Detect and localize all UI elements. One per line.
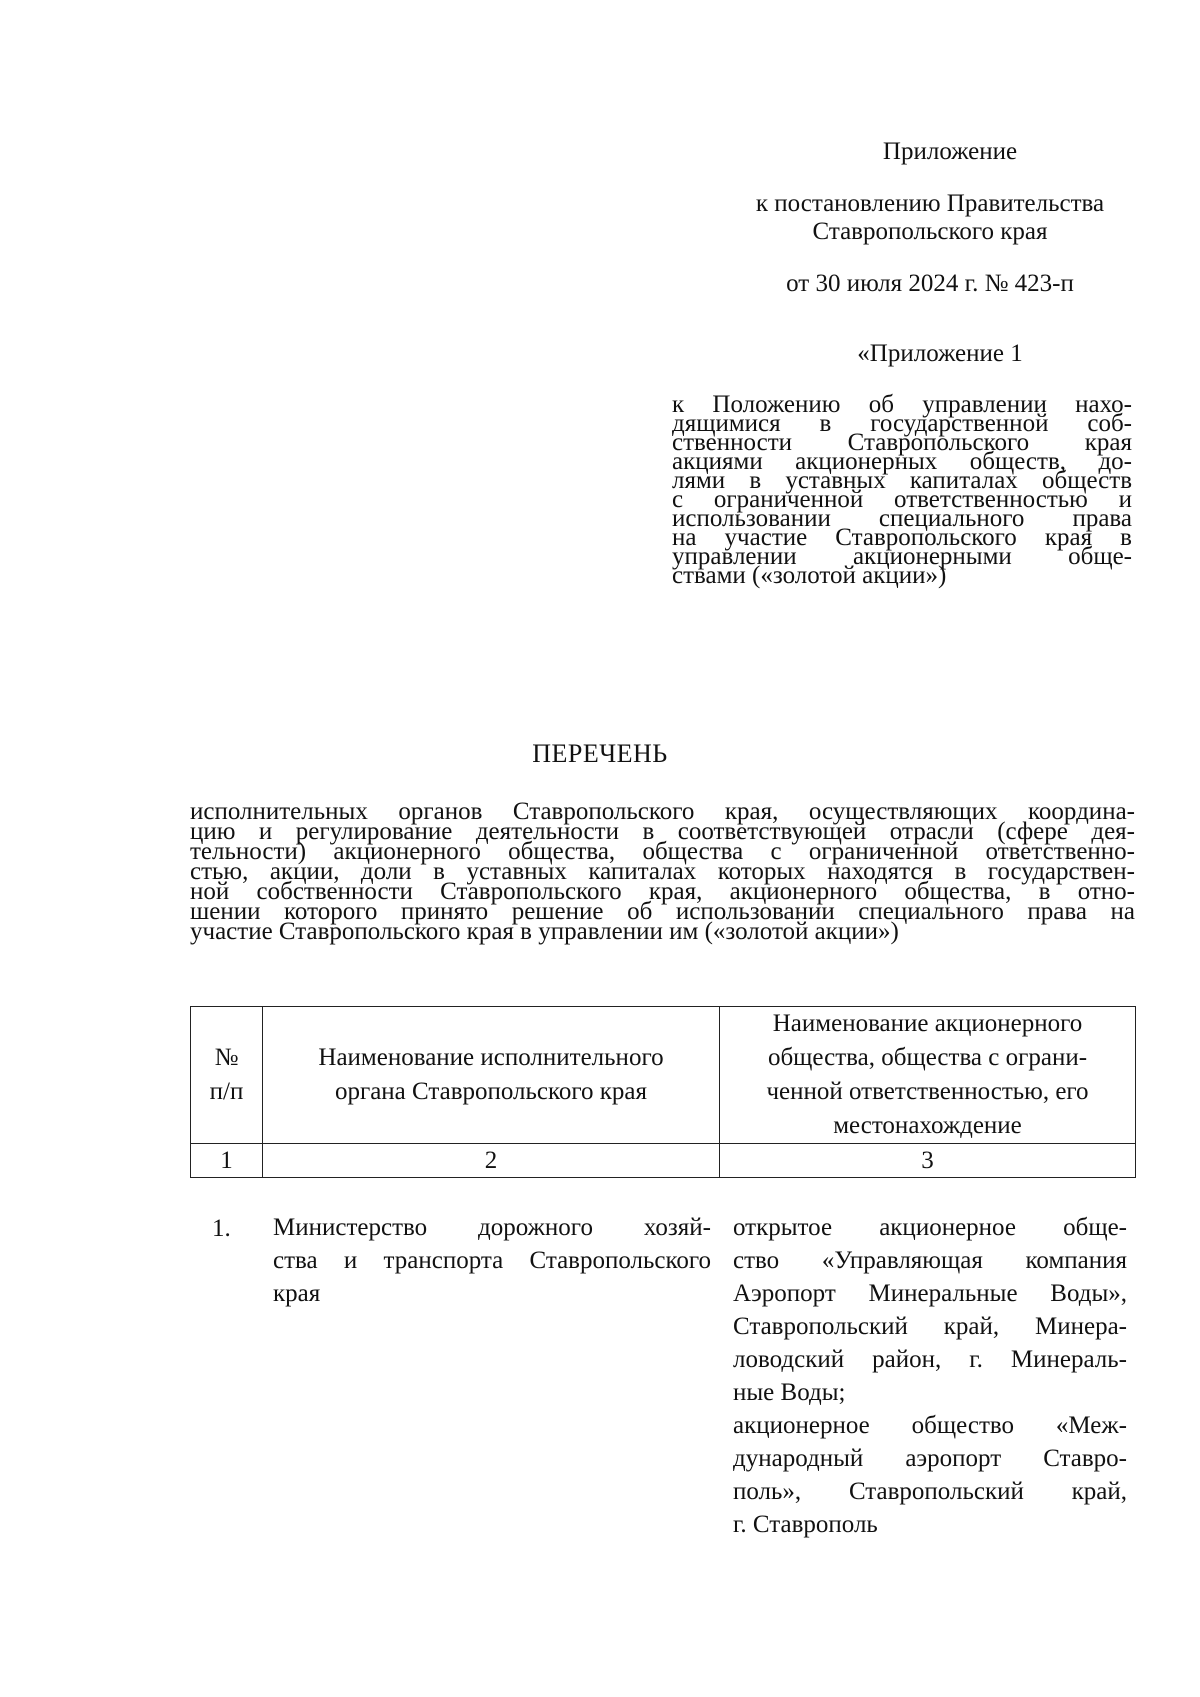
header-cell-line: Наименование акционерного: [772, 1010, 1083, 1037]
regulation-line: использовании специального права: [672, 505, 1132, 532]
list-table-header: [190, 1006, 1136, 1178]
header-cell-number: [191, 1007, 263, 1144]
header-cell-line: п/п: [209, 1078, 244, 1105]
header-cell-line: органа Ставропольского края: [334, 1078, 648, 1105]
decree-reference-line: Ставропольского края: [812, 218, 1048, 245]
subtitle-line: цию и регулирование деятельности в соответствующей отрасли (сфере дея-: [190, 818, 1135, 845]
company-line: ство «Управляющая компания: [733, 1247, 1127, 1274]
company-line: г. Ставрополь: [733, 1511, 878, 1538]
column-number-cell: 2: [263, 1144, 720, 1178]
header-cell-line: №: [214, 1044, 239, 1071]
appendix1-title: «Приложение 1: [857, 340, 1023, 367]
regulation-line: на участие Ставропольского края в: [672, 524, 1132, 551]
document-title: ПЕРЕЧЕНЬ: [532, 739, 668, 768]
column-number-cell: 1: [191, 1144, 263, 1178]
table-column-numbers-row: [191, 1144, 1136, 1178]
regulation-line: дящимися в государственной соб-: [672, 410, 1132, 437]
regulation-line: лями в уставных капиталах обществ: [672, 467, 1132, 494]
subtitle-line: стью, акции, доли в уставных капиталах которых находятся в государствен-: [190, 858, 1135, 885]
row-number: 1.: [212, 1215, 231, 1242]
decree-date: от 30 июля 2024 г. № 423-п: [786, 270, 1074, 297]
regulation-line: управлении акционерными обще-: [672, 543, 1132, 570]
organ-line: ства и транспорта Ставропольского: [273, 1247, 711, 1274]
company-line: Ставропольский край, Минера-: [733, 1313, 1127, 1340]
decree-reference: [720, 190, 1140, 246]
regulation-line: акциями акционерных обществ, до-: [672, 448, 1132, 475]
row-organ-name: [273, 1211, 711, 1310]
header-cell-line: ченной ответственностью, его: [766, 1078, 1089, 1105]
company-line: ные Воды;: [733, 1379, 846, 1406]
regulation-line: ствами («золотой акции»): [672, 562, 947, 589]
header-cell-line: общества, общества с ограни-: [767, 1044, 1088, 1071]
company-line: поль», Ставропольский край,: [733, 1478, 1127, 1505]
decree-reference-line: к постановлению Правительства: [755, 190, 1105, 217]
regulation-reference: [672, 391, 1132, 589]
subtitle-line: тельности) акционерного общества, общества с ограниченной ответственно-: [190, 838, 1135, 865]
header-cell-line: Наименование исполнительного: [318, 1044, 664, 1071]
regulation-line: к Положению об управлении нахо-: [672, 391, 1132, 418]
organ-line: Министерство дорожного хозяй-: [273, 1214, 711, 1241]
subtitle-line: шении которого принято решение об использовании специального права на: [190, 898, 1135, 925]
header-cell-company: [720, 1007, 1136, 1144]
header-cell-line: местонахождение: [833, 1112, 1022, 1139]
appendix-title: Приложение: [882, 138, 1018, 165]
header-cell-organ: [263, 1007, 720, 1144]
regulation-line: ственности Ставропольского края: [672, 429, 1132, 456]
row-company-list: [733, 1211, 1127, 1541]
regulation-line: с ограниченной ответственностью и: [672, 486, 1132, 513]
subtitle-line: участие Ставропольского края в управлении им («золотой акции»): [190, 918, 899, 945]
company-line: Аэропорт Минеральные Воды»,: [733, 1280, 1127, 1307]
column-number-cell: 3: [720, 1144, 1136, 1178]
company-line: открытое акционерное обще-: [733, 1214, 1127, 1241]
organ-line: края: [273, 1280, 321, 1307]
document-subtitle: [190, 798, 1135, 945]
company-line: ловодский район, г. Минераль-: [733, 1346, 1127, 1373]
company-line: дународный аэропорт Ставро-: [733, 1445, 1127, 1472]
table-header-row: [191, 1007, 1136, 1144]
subtitle-line: ной собственности Ставропольского края, акционерного общества, в отно-: [190, 878, 1135, 905]
company-line: акционерное общество «Меж-: [733, 1412, 1127, 1439]
subtitle-line: исполнительных органов Ставропольского края, осуществляющих координа-: [190, 798, 1135, 825]
